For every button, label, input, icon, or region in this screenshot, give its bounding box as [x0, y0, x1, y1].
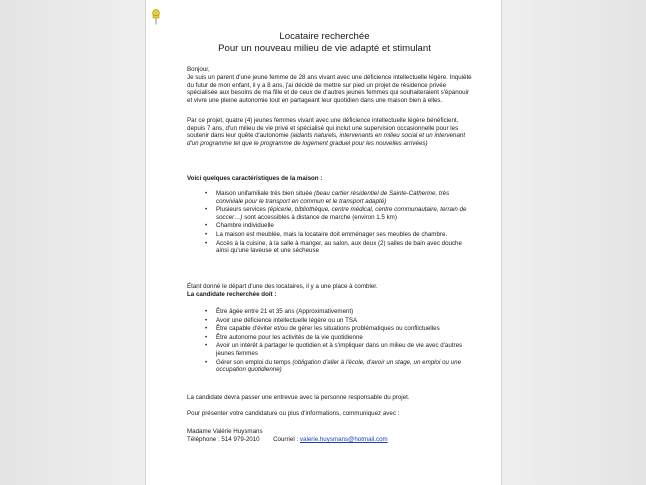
pushpin-icon	[150, 9, 162, 25]
house-heading: Voici quelques caractéristiques de la maison :	[187, 175, 323, 182]
document-subtitle: Pour un nouveau milieu de vie adapté et stimulant	[218, 43, 431, 54]
candidate-heading: La candidate recherchée doit :	[187, 291, 277, 298]
candidate-requirement-item: • Gérer son emploi du temps (obligation d'aller à l'école, d'avoir un stage, un emploi ou une occupation quotidienne)	[202, 359, 475, 374]
background-right	[501, 0, 646, 485]
email-label: Courriel :	[273, 436, 299, 443]
candidate-requirement-item: • Avoir un intérêt à partager le quotidien et à s'impliquer dans un milieu de vie avec d'autres jeunes femmes	[202, 342, 475, 357]
house-feature-item: • Accès à la cuisine, à la salle à manger, au salon, aux deux (2) salles de bain avec douche ainsi qu'une laveuse et une sécheuse	[202, 240, 475, 255]
project-text: Par ce projet, quatre (4) jeunes femmes vivant avec une déficience intellectuelle légère bénéficient, depuis 7 ans, d'un milieu de vie privé et spécialisé qui inclut une supervision occasionnelle pour les soutenir dans leur quête d'autonomie	[187, 117, 459, 140]
house-feature-item: • Chambre individuelle	[202, 222, 475, 230]
house-feature-item: • Maison unifamiliale très bien située (beau cartier résidentiel de Sainte-Catherine, très conviviale pour le transport en commun et le transport adapté)	[202, 190, 475, 205]
contact-text: Pour présenter votre candidature ou plus d'informations, communiquez avec :	[187, 410, 400, 417]
contact-details	[187, 436, 388, 444]
project-italic-note: (aidants naturels, intervenants en milieu social et un intervenant d'un programme tel que le programme de logement graduel pour les nouvelles arrivées)	[187, 132, 466, 147]
phone-number: Téléphone : 514 979-2010	[187, 436, 260, 443]
email-link[interactable]: valerie.huysmans@hotmail.com	[299, 436, 388, 443]
candidate-requirement-item: • Avoir une déficience intellectuelle légère ou un TSA	[202, 317, 475, 325]
project-paragraph	[187, 117, 475, 147]
greeting: Bonjour,	[187, 66, 210, 73]
intro-paragraph: Je suis un parent d'une jeune femme de 28 ans vivant avec une déficience intellectuelle légère. Inquiète du futur de mon enfant, il y a 8 ans, j'ai décidé de mettre sur pied un projet de résidence privée spécialisée aux besoins de ma fille et de ceux de d'autres jeunes femmes qui souhaiteraient s'épanouir et vivre une pleine autonomie tout en partageant leur quotidien dans une maison bien à elles.	[187, 74, 472, 104]
document-page	[145, 0, 502, 485]
candidate-requirement-item: • Être âgée entre 21 et 35 ans (Approximativement)	[202, 308, 475, 316]
house-feature-item: • Plusieurs services (épicerie, bibliothèque, centre médical, centre communautaire, terrain de soccer…) sont accessibles à distance de marche (environ 1.5 km)	[202, 206, 475, 221]
candidate-requirement-item: • Être autonome pour les activités de la vie quotidienne	[202, 334, 475, 342]
background-left	[0, 0, 145, 485]
candidate-requirement-item: • Être capable d'éviter et/ou de gérer les situations problématiques ou conflictuelles	[202, 325, 475, 333]
house-feature-list	[202, 190, 475, 256]
interview-text: La candidate devra passer une entrevue avec la personne responsable du projet.	[187, 394, 410, 401]
departure-text: Étant donné le départ d'une des locataires, il y a une place à combler.	[187, 283, 378, 290]
document-title: Locataire recherchée	[279, 31, 370, 42]
contact-name: Madame Valérie Huysmans	[187, 428, 263, 435]
house-feature-item: • La maison est meublée, mais la locataire doit emménager ses meubles de chambre.	[202, 231, 475, 239]
candidate-requirement-list	[202, 308, 475, 375]
